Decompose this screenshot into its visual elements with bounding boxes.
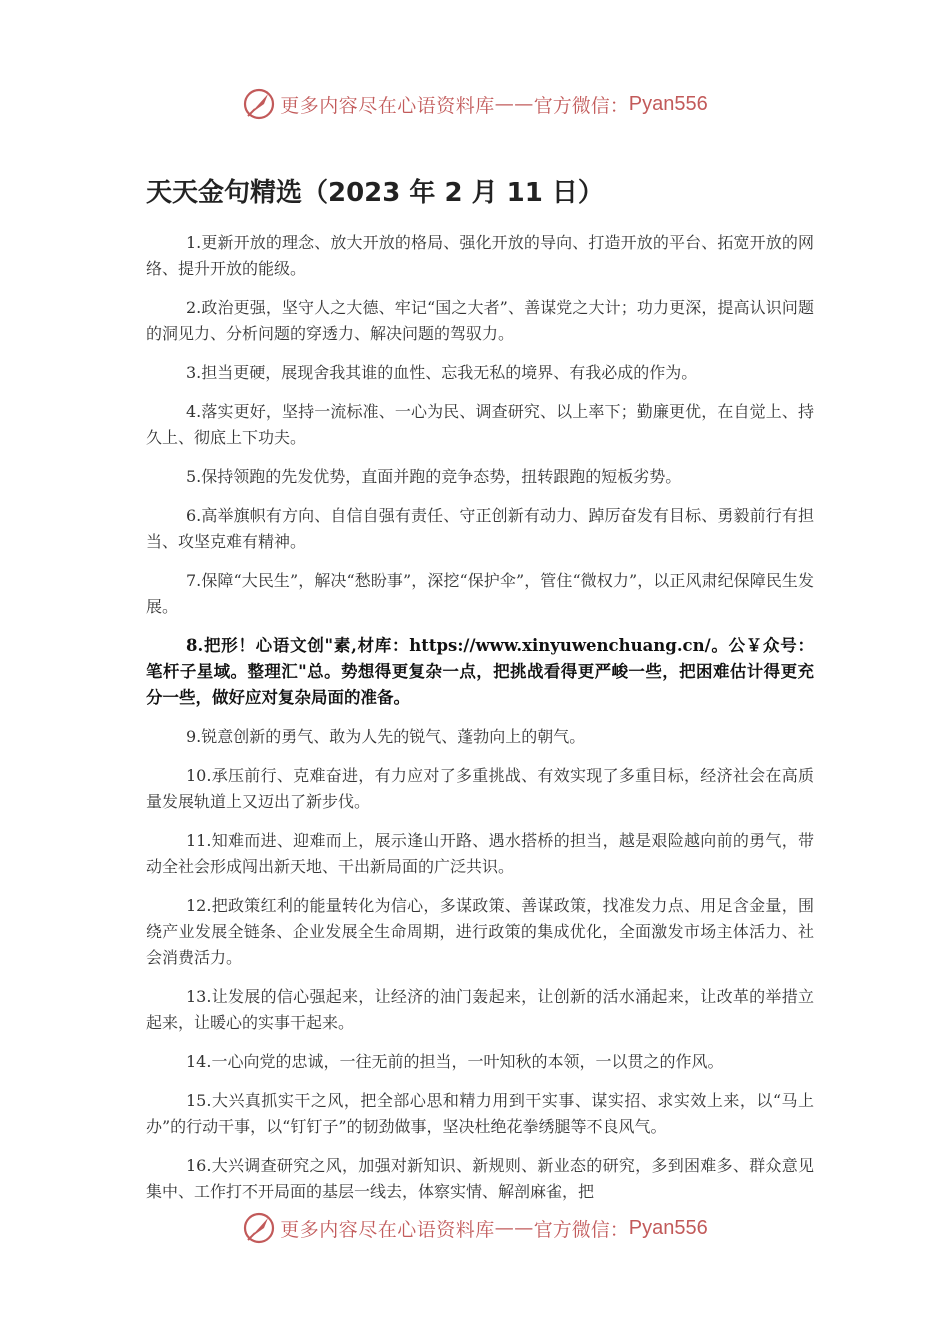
quote-paragraph-watermarked: 8.把形！心语文创"素,材库：https://www.xinyuwenchuang.cn/。公￥众号：笔杆子星域。整理汇"总。势想得更复杂一点，把挑战看得更严峻一些，把困难估计得更充分一些，做好应对复杂局面的准备。	[146, 636, 814, 707]
banner-wechat-label: 官方微信：	[533, 1218, 629, 1241]
banner-wechat-label: 官方微信：	[533, 94, 629, 117]
quote-paragraph: 14.一心向党的忠诚，一往无前的担当，一叶知秋的本领，一以贯之的作风。	[186, 1052, 724, 1071]
quote-paragraph: 2.政治更强，坚守人之大德、牢记“国之大者”、善谋党之大计；功力更深，提高认识问题的洞见力、分析问题的穿透力、解决问题的驾驭力。	[146, 298, 814, 343]
quill-logo-icon	[242, 1211, 276, 1245]
quote-paragraph: 10.承压前行、克难奋进，有力应对了多重挑战、有效实现了多重目标，经济社会在高质量发展轨道上又迈出了新步伐。	[146, 766, 814, 811]
banner-text: 更多内容尽在心语资料库	[280, 1218, 495, 1241]
banner-separator: ——	[494, 1217, 534, 1239]
quote-paragraph: 12.把政策红利的能量转化为信心，多谋政策、善谋政策，找准发力点、用足含金量，围绕产业发展全链条、企业发展全生命周期，进行政策的集成优化，全面激发市场主体活力、社会消费活力。	[146, 896, 814, 967]
page-title: 天天金句精选（2023 年 2 月 11 日）	[146, 178, 604, 208]
banner-wechat-id: Pyan556	[628, 1216, 708, 1239]
banner-wechat-id: Pyan556	[628, 92, 708, 115]
quill-logo-icon	[242, 87, 276, 121]
quote-list	[146, 230, 814, 1218]
quote-paragraph: 13.让发展的信心强起来，让经济的油门轰起来，让创新的活水涌起来，让改革的举措立起来，让暖心的实事干起来。	[146, 987, 814, 1032]
quote-paragraph: 1.更新开放的理念、放大开放的格局、强化开放的导向、打造开放的平台、拓宽开放的网络、提升开放的能级。	[146, 233, 814, 278]
quote-paragraph: 6.高举旗帜有方向、自信自强有责任、守正创新有动力、踔厉奋发有目标、勇毅前行有担当、攻坚克难有精神。	[146, 506, 814, 551]
banner-separator: ——	[494, 93, 534, 115]
banner-text: 更多内容尽在心语资料库	[280, 94, 495, 117]
footer-banner	[0, 1208, 950, 1248]
quote-paragraph: 7.保障“大民生”，解决“愁盼事”，深挖“保护伞”，管住“微权力”，以正风肃纪保障民生发展。	[146, 571, 814, 616]
header-banner	[0, 84, 950, 124]
quote-paragraph: 11.知难而进、迎难而上，展示逢山开路、遇水搭桥的担当，越是艰险越向前的勇气，带动全社会形成闯出新天地、干出新局面的广泛共识。	[146, 831, 814, 876]
quote-paragraph: 9.锐意创新的勇气、敢为人先的锐气、蓬勃向上的朝气。	[186, 727, 586, 746]
quote-paragraph: 15.大兴真抓实干之风，把全部心思和精力用到干实事、谋实招、求实效上来，以“马上办”的行动干事，以“钉钉子”的韧劲做事，坚决杜绝花拳绣腿等不良风气。	[146, 1091, 814, 1136]
quote-paragraph: 5.保持领跑的先发优势，直面并跑的竞争态势，扭转跟跑的短板劣势。	[186, 467, 682, 486]
quote-paragraph: 16.大兴调查研究之风，加强对新知识、新规则、新业态的研究，多到困难多、群众意见集中、工作打不开局面的基层一线去，体察实情、解剖麻雀，把	[146, 1156, 814, 1201]
quote-paragraph: 3.担当更硬，展现舍我其谁的血性、忘我无私的境界、有我必成的作为。	[186, 363, 698, 382]
quote-paragraph: 4.落实更好，坚持一流标准、一心为民、调查研究、以上率下；勤廉更优，在自觉上、持久上、彻底上下功夫。	[146, 402, 814, 447]
